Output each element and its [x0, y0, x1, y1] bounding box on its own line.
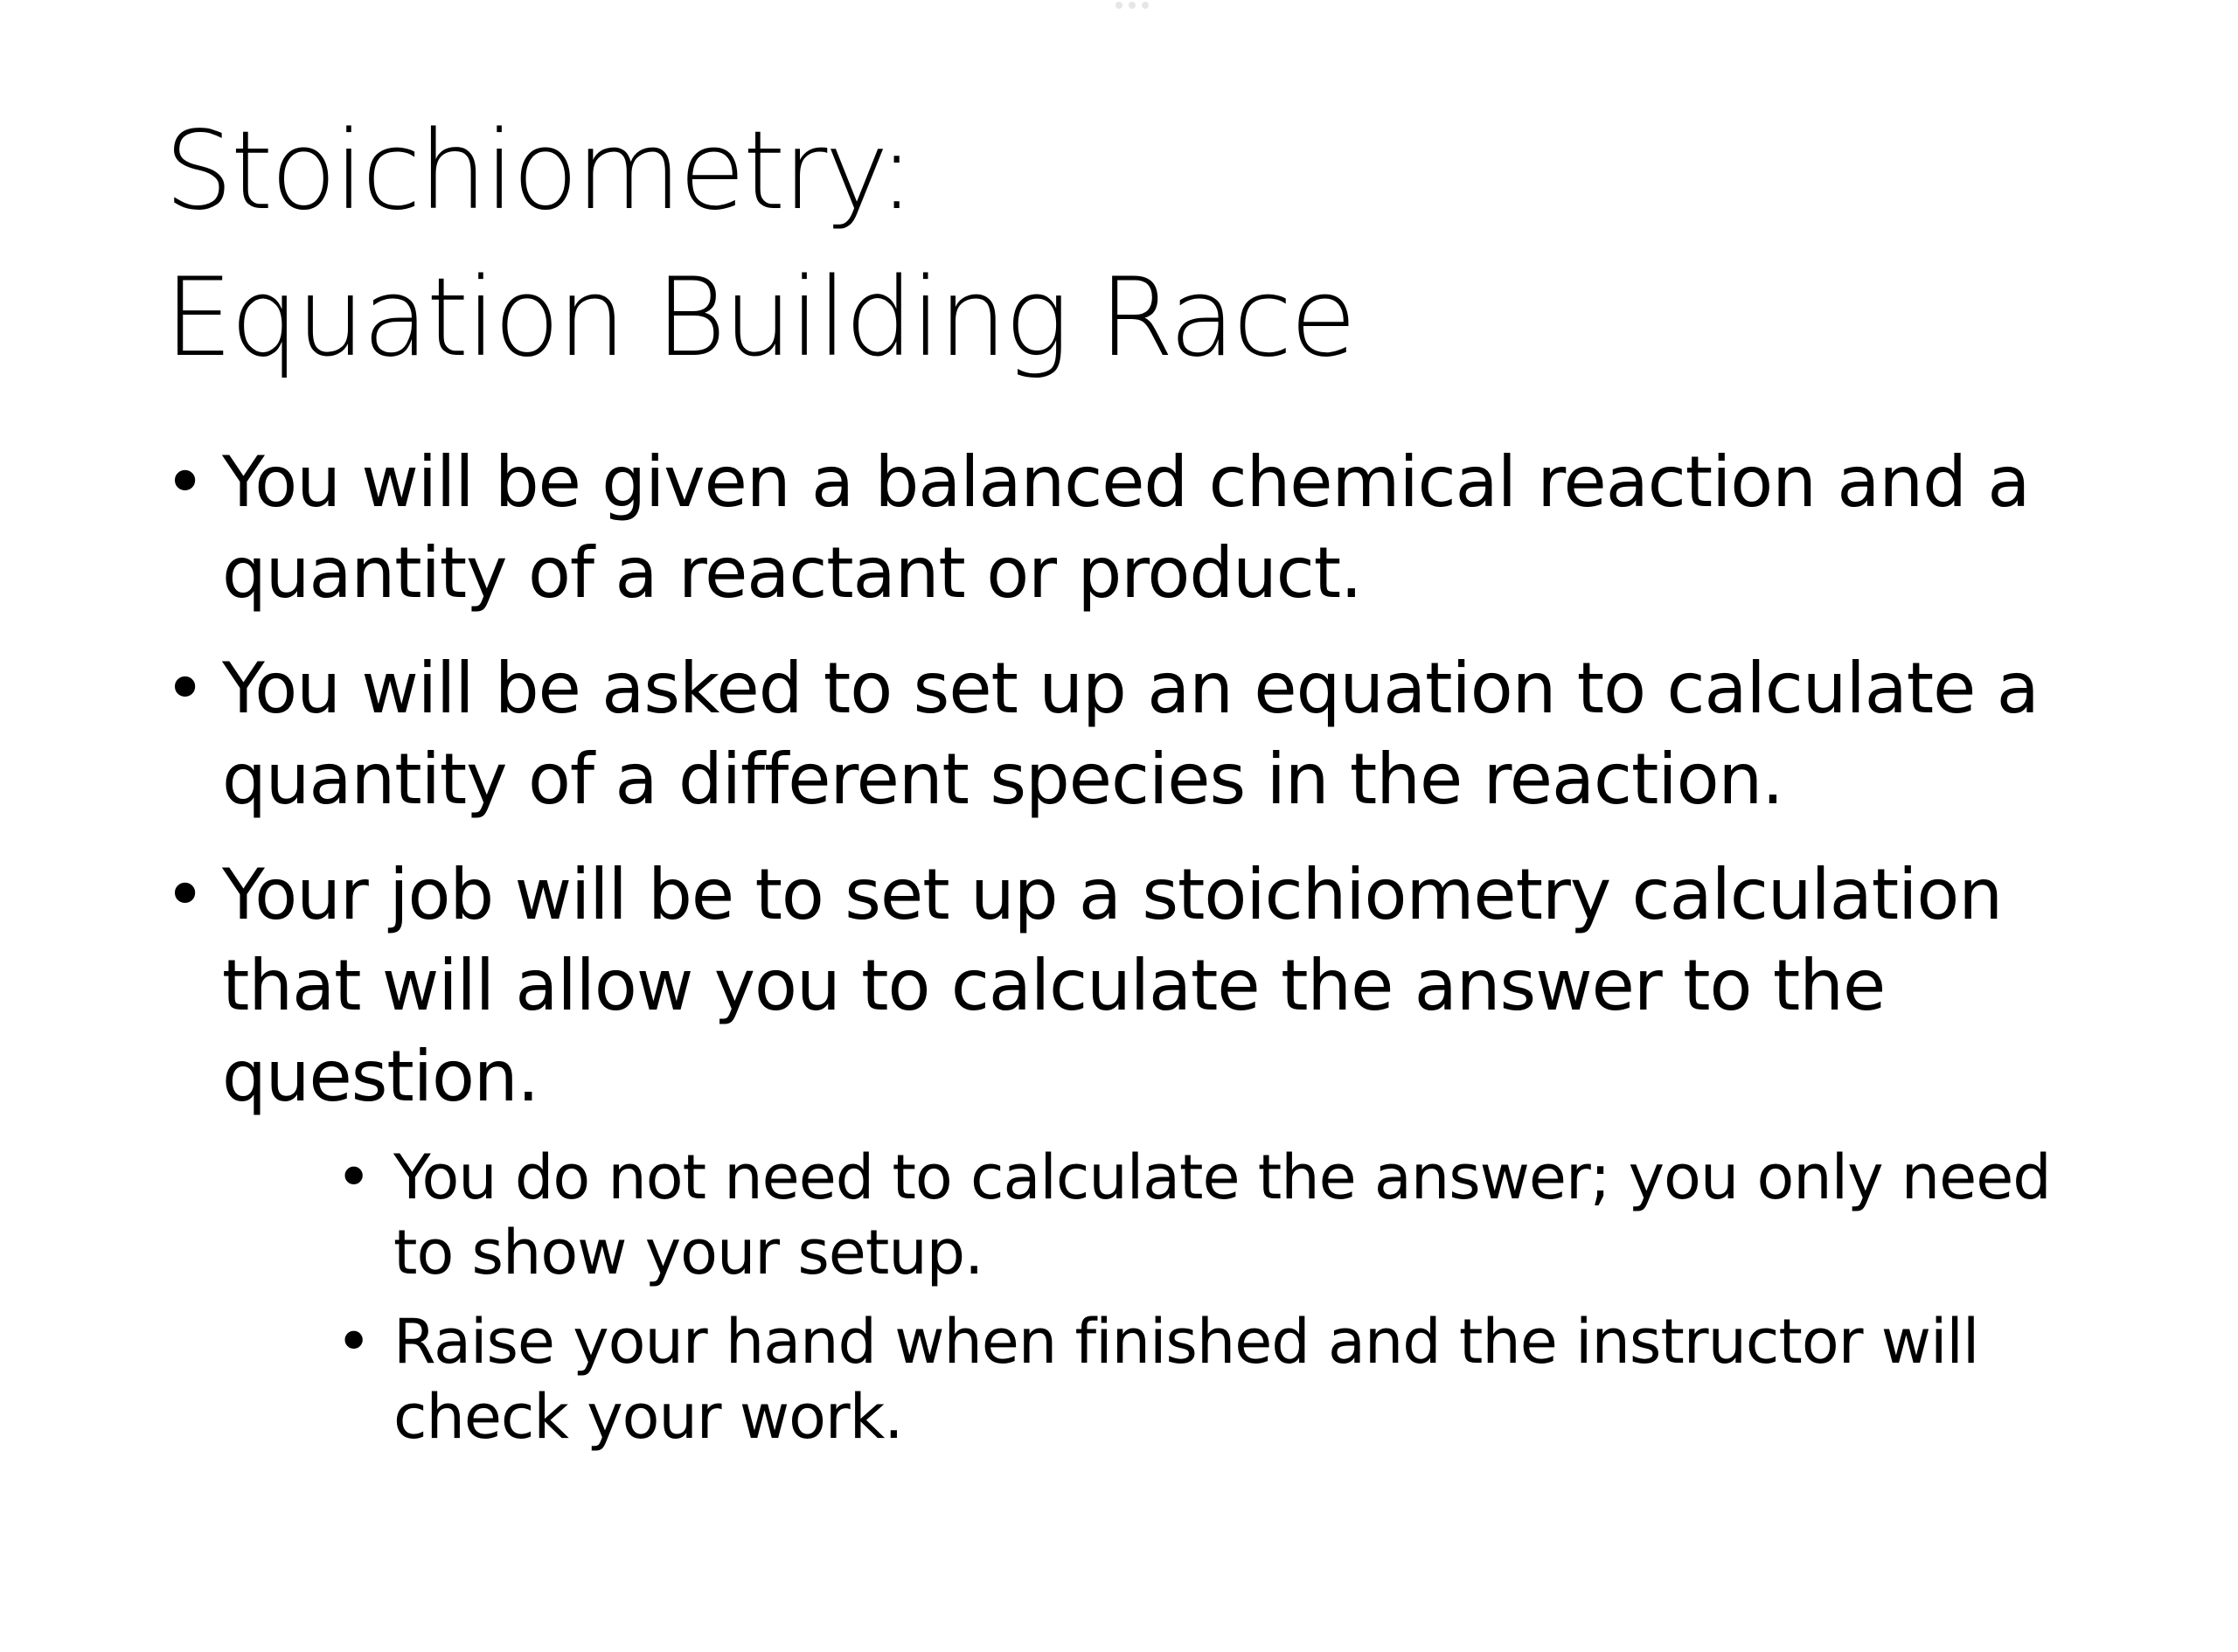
- bullet-dot-icon: •: [164, 648, 205, 729]
- bullet-item: [164, 643, 2123, 825]
- bullet-item: [164, 850, 2123, 1454]
- title-line-2: Equation Building Race: [164, 255, 1354, 381]
- bullet-dot-icon: •: [164, 441, 205, 523]
- bullet-list: [164, 437, 2123, 1479]
- sub-bullet-item: [336, 1304, 2123, 1454]
- sub-bullet-text: You do not need to calculate the answer; you only need to show your setup.: [393, 1142, 2051, 1288]
- bullet-dot-icon: •: [164, 854, 205, 935]
- bullet-text: You will be given a balanced chemical reaction and a quantity of a reactant or product.: [222, 441, 2030, 614]
- bullet-item: [164, 437, 2123, 619]
- sub-bullet-dot-icon: •: [336, 1142, 372, 1213]
- slide-title: [164, 98, 1354, 392]
- bullet-text: Your job will be to set up a stoichiometry calculation that will allow you to calculate the answer to the question.: [222, 854, 2003, 1117]
- title-line-1: Stoichiometry:: [164, 108, 913, 234]
- handle-dot: [1116, 2, 1122, 9]
- handle-dot: [1142, 2, 1149, 9]
- sub-bullet-item: [336, 1140, 2123, 1290]
- sub-bullet-list: [222, 1140, 2123, 1454]
- sub-bullet-text: Raise your hand when finished and the instructor will check your work.: [393, 1306, 1979, 1453]
- bullet-text: You will be asked to set up an equation to calculate a quantity of a different species in the reaction.: [222, 648, 2039, 820]
- more-options-icon[interactable]: [1116, 2, 1149, 9]
- sub-bullet-dot-icon: •: [336, 1306, 372, 1378]
- handle-dot: [1129, 2, 1136, 9]
